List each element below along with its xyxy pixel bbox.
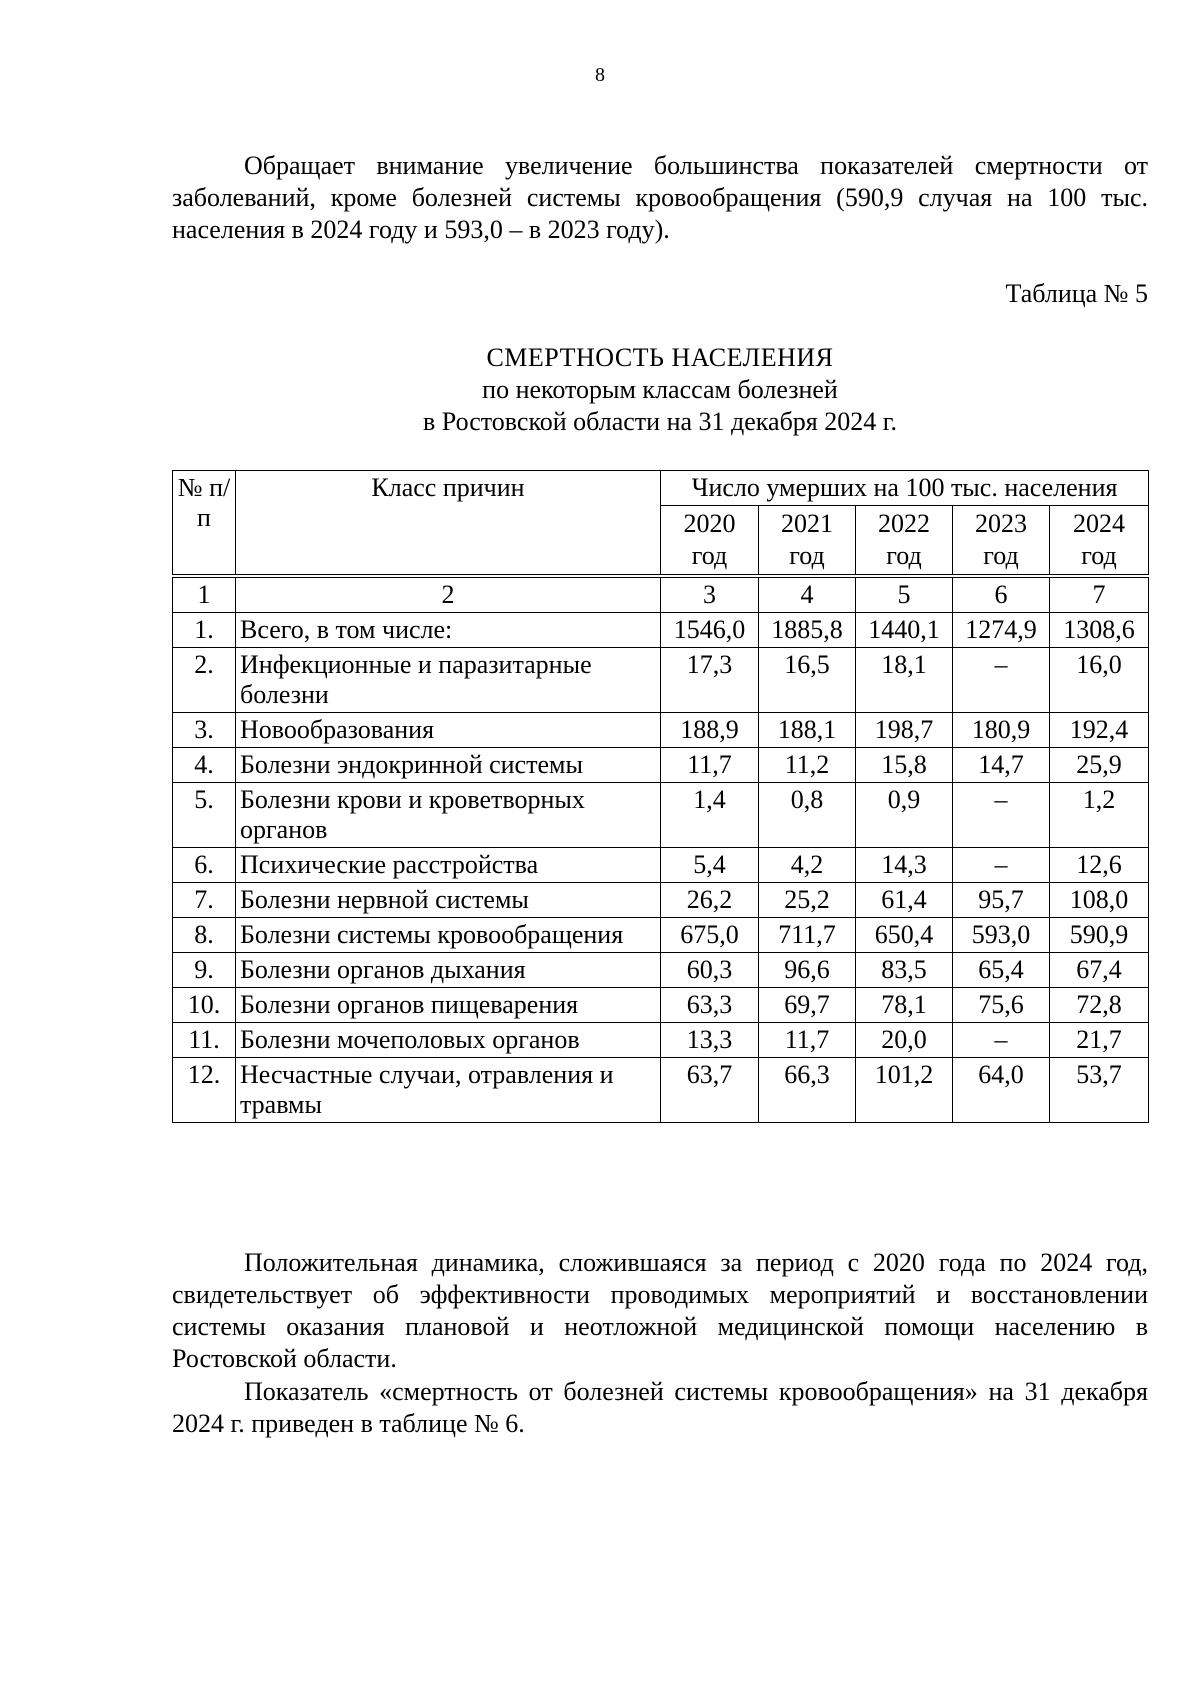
rate-value: 5,4	[661, 848, 759, 883]
row-number: 10.	[173, 988, 236, 1023]
column-number: 7	[1050, 576, 1149, 613]
rate-value: 675,0	[661, 918, 759, 953]
rate-value: 95,7	[953, 883, 1050, 918]
rate-value: –	[953, 848, 1050, 883]
column-number: 6	[953, 576, 1050, 613]
row-number: 6.	[173, 848, 236, 883]
rate-value: 1440,1	[856, 613, 953, 648]
mortality-table	[172, 470, 1149, 1123]
cause-class-name: Новообразования	[236, 713, 661, 748]
row-number: 4.	[173, 748, 236, 783]
table-row	[173, 1058, 1149, 1123]
rate-value: 21,7	[1050, 1023, 1149, 1058]
rate-value: 0,8	[759, 783, 856, 848]
rate-value: 15,8	[856, 748, 953, 783]
column-number: 3	[661, 576, 759, 613]
rate-value: 63,3	[661, 988, 759, 1023]
rate-value: 14,3	[856, 848, 953, 883]
header-year: 2024 год	[1050, 506, 1149, 577]
rate-value: 1,4	[661, 783, 759, 848]
table-title-region-date: в Ростовской области на 31 декабря 2024 г.	[422, 407, 898, 436]
rate-value: 192,4	[1050, 713, 1149, 748]
column-number: 5	[856, 576, 953, 613]
rate-value: 1274,9	[953, 613, 1050, 648]
rate-value: 11,7	[661, 748, 759, 783]
cause-class-name: Болезни мочеполовых органов	[236, 1023, 661, 1058]
rate-value: 25,9	[1050, 748, 1149, 783]
rate-value: 83,5	[856, 953, 953, 988]
row-number: 3.	[173, 713, 236, 748]
rate-value: –	[953, 1023, 1050, 1058]
cause-class-name: Болезни системы кровообращения	[236, 918, 661, 953]
intro-paragraph: Обращает внимание увеличение большинства показателей смертности от заболеваний, кроме болезней системы кровообращения (590,9 случая на 100 тыс. населения в 2024 году и 593,0 – в 2023 году).	[172, 151, 1148, 244]
row-number: 7.	[173, 883, 236, 918]
rate-value: 188,9	[661, 713, 759, 748]
rate-value: 16,5	[759, 648, 856, 713]
table-row	[173, 648, 1149, 713]
conclusion-paragraph: Положительная динамика, сложившаяся за период с 2020 года по 2024 год, свидетельствует об эффективности проводимых мероприятий и восстановлении системы оказания плановой и неотложной медицинской помощи населению в Ростовской области.	[172, 1248, 1148, 1373]
table-row	[173, 783, 1149, 848]
rate-value: 108,0	[1050, 883, 1149, 918]
cause-class-name: Инфекционные и паразитарные болезни	[236, 648, 661, 713]
cause-class-name: Болезни органов дыхания	[236, 953, 661, 988]
table-row	[173, 953, 1149, 988]
rate-value: 0,9	[856, 783, 953, 848]
rate-value: 711,7	[759, 918, 856, 953]
table-row	[173, 883, 1149, 918]
rate-value: 198,7	[856, 713, 953, 748]
column-number: 1	[173, 576, 236, 613]
rate-value: 65,4	[953, 953, 1050, 988]
table-label: Таблица № 5	[1005, 279, 1148, 308]
header-year: 2022 год	[856, 506, 953, 577]
rate-value: 17,3	[661, 648, 759, 713]
rate-value: 14,7	[953, 748, 1050, 783]
rate-value: 72,8	[1050, 988, 1149, 1023]
rate-value: 11,7	[759, 1023, 856, 1058]
rate-value: 1885,8	[759, 613, 856, 648]
table-title	[0, 342, 1200, 438]
rate-value: 11,2	[759, 748, 856, 783]
rate-value: 180,9	[953, 713, 1050, 748]
rate-value: 96,6	[759, 953, 856, 988]
row-number: 11.	[173, 1023, 236, 1058]
rate-value: 650,4	[856, 918, 953, 953]
rate-value: 69,7	[759, 988, 856, 1023]
cause-class-name: Болезни крови и кроветворных органов	[236, 783, 661, 848]
rate-value: 16,0	[1050, 648, 1149, 713]
rate-value: –	[953, 648, 1050, 713]
table-title-main: СМЕРТНОСТЬ НАСЕЛЕНИЯ	[486, 343, 834, 372]
row-number: 9.	[173, 953, 236, 988]
cause-class-name: Психические расстройства	[236, 848, 661, 883]
cause-class-name: Болезни нервной системы	[236, 883, 661, 918]
rate-value: 101,2	[856, 1058, 953, 1123]
row-number: 2.	[173, 648, 236, 713]
table-row	[173, 613, 1149, 648]
rate-value: 25,2	[759, 883, 856, 918]
rate-value: 12,6	[1050, 848, 1149, 883]
rate-value: 63,7	[661, 1058, 759, 1123]
table-title-subtitle: по некоторым классам болезней	[482, 375, 838, 404]
rate-value: 4,2	[759, 848, 856, 883]
row-number: 8.	[173, 918, 236, 953]
rate-value: 1308,6	[1050, 613, 1149, 648]
row-number: 1.	[173, 613, 236, 648]
column-number-row	[173, 576, 1149, 613]
rate-value: 75,6	[953, 988, 1050, 1023]
header-year: 2023 год	[953, 506, 1050, 577]
cause-class-name: Несчастные случаи, отравления и травмы	[236, 1058, 661, 1123]
header-year: 2020 год	[661, 506, 759, 577]
table-row	[173, 1023, 1149, 1058]
reference-paragraph: Показатель «смертность от болезней системы кровообращения» на 31 декабря 2024 г. приведен в таблице № 6.	[172, 1377, 1148, 1438]
column-number: 2	[236, 576, 661, 613]
rate-value: 60,3	[661, 953, 759, 988]
rate-value: 26,2	[661, 883, 759, 918]
rate-value: 67,4	[1050, 953, 1149, 988]
header-year: 2021 год	[759, 506, 856, 577]
cause-class-name: Болезни эндокринной системы	[236, 748, 661, 783]
row-number: 5.	[173, 783, 236, 848]
header-cause-class: Класс причин	[236, 471, 661, 577]
rate-value: 590,9	[1050, 918, 1149, 953]
rate-value: 78,1	[856, 988, 953, 1023]
table-row	[173, 748, 1149, 783]
rate-value: 53,7	[1050, 1058, 1149, 1123]
rate-value: –	[953, 783, 1050, 848]
table-row	[173, 918, 1149, 953]
rate-value: 61,4	[856, 883, 953, 918]
rate-value: 593,0	[953, 918, 1050, 953]
header-number: № п/п	[173, 471, 236, 577]
column-number: 4	[759, 576, 856, 613]
row-number: 12.	[173, 1058, 236, 1123]
rate-value: 18,1	[856, 648, 953, 713]
header-deaths-per-100k: Число умерших на 100 тыс. населения	[661, 471, 1149, 506]
rate-value: 20,0	[856, 1023, 953, 1058]
rate-value: 66,3	[759, 1058, 856, 1123]
rate-value: 1546,0	[661, 613, 759, 648]
cause-class-name: Болезни органов пищеварения	[236, 988, 661, 1023]
rate-value: 64,0	[953, 1058, 1050, 1123]
page-number: 8	[595, 64, 605, 86]
cause-class-name: Всего, в том числе:	[236, 613, 661, 648]
rate-value: 188,1	[759, 713, 856, 748]
rate-value: 13,3	[661, 1023, 759, 1058]
table-row	[173, 988, 1149, 1023]
table-row	[173, 848, 1149, 883]
rate-value: 1,2	[1050, 783, 1149, 848]
table-row	[173, 713, 1149, 748]
